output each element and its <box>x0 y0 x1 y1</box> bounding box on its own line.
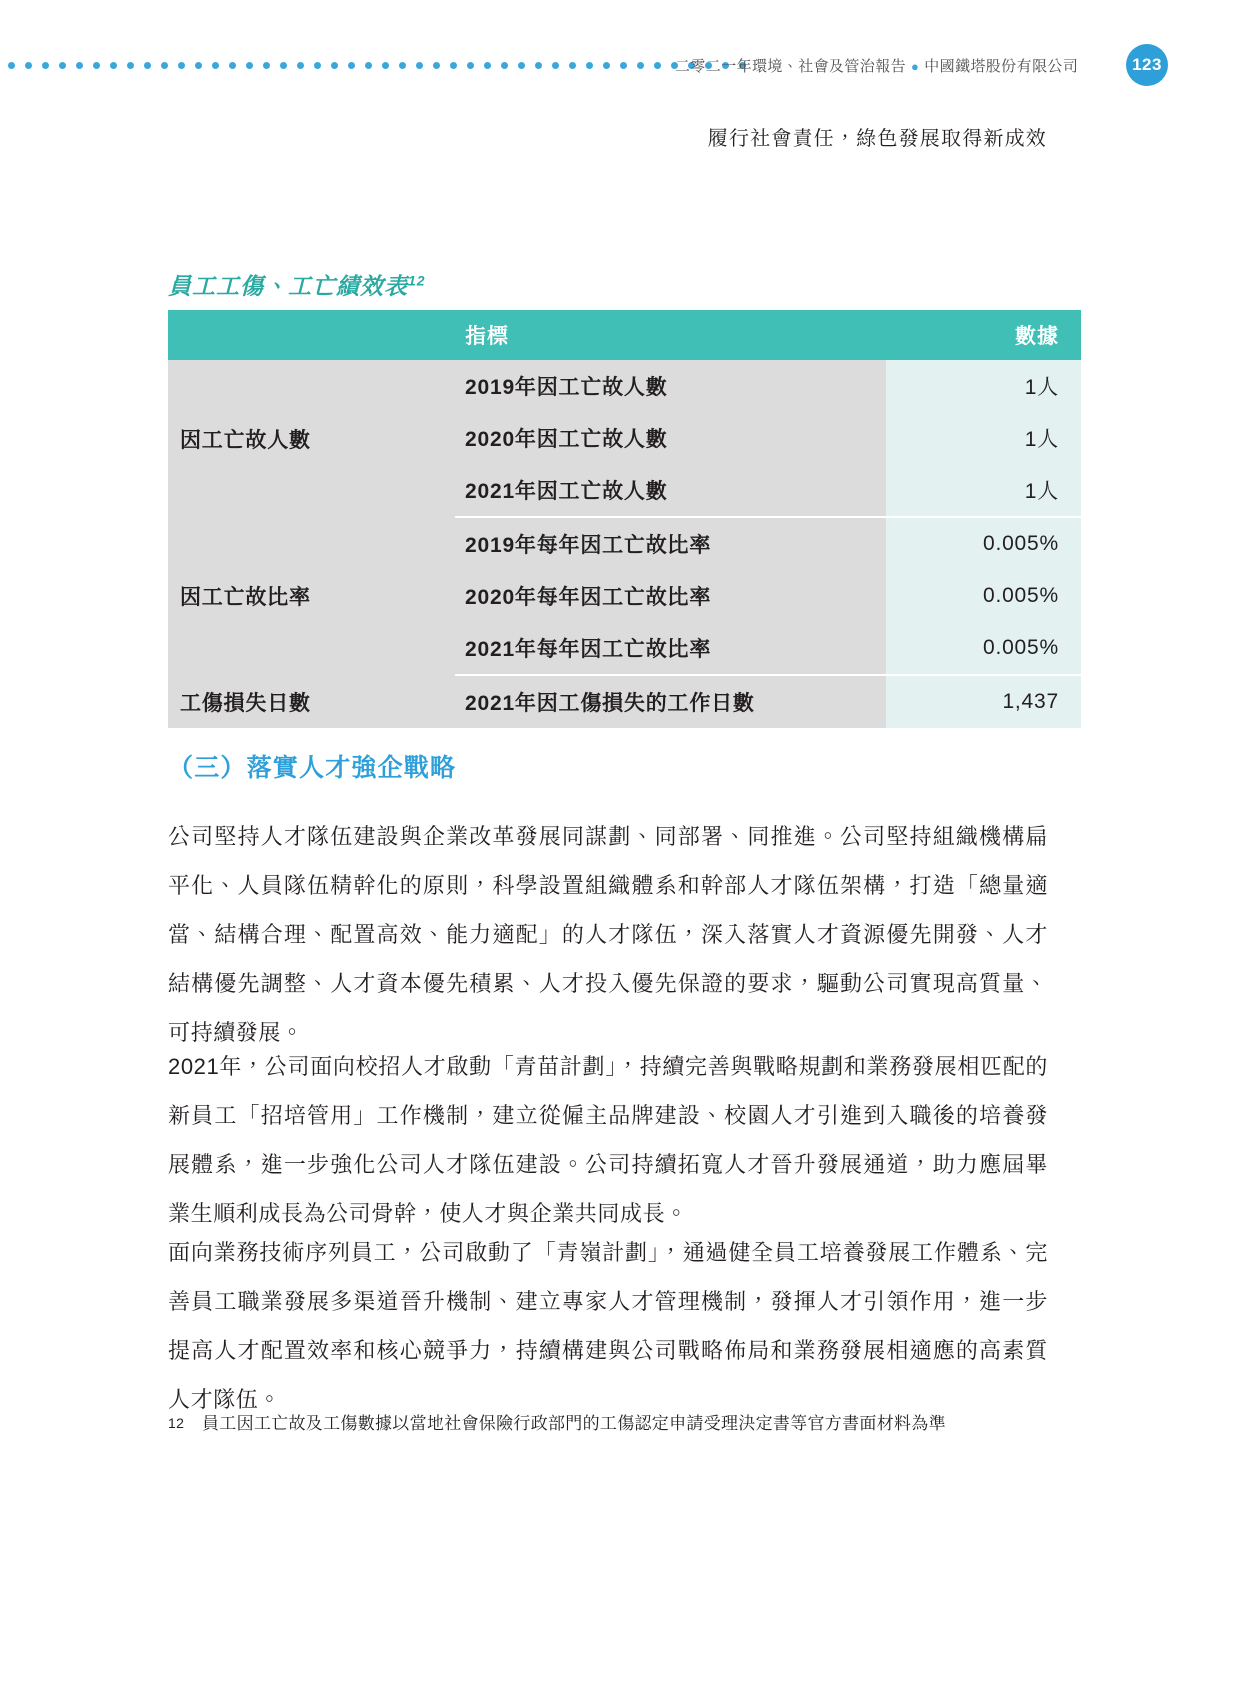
table-header-blank <box>168 310 455 360</box>
table-row <box>168 360 1081 412</box>
table-row <box>168 517 1081 570</box>
section-heading: （三）落實人才強企戰略 <box>168 754 457 782</box>
chapter-running-title: 履行社會責任，綠色發展取得新成效 <box>707 128 1047 150</box>
dotted-rule-decoration <box>8 56 653 74</box>
footnote-number: 12 <box>168 1415 185 1431</box>
table-caption <box>168 268 426 301</box>
row-metric-label: 2021年因工亡故人數 <box>455 464 886 517</box>
footnote <box>168 1408 1048 1439</box>
row-value: 1,437 <box>886 675 1081 728</box>
table-header-value: 數據 <box>886 310 1081 360</box>
row-value: 1人 <box>886 360 1081 412</box>
page-header <box>0 44 1240 86</box>
table-caption-text: 員工工傷、工亡績效表 <box>168 273 408 299</box>
row-metric-label: 2021年每年因工亡故比率 <box>455 622 886 675</box>
row-value: 1人 <box>886 464 1081 517</box>
row-group-label: 因工亡故人數 <box>168 360 455 517</box>
footnote-text: 員工因工亡故及工傷數據以當地社會保險行政部門的工傷認定申請受理決定書等官方書面材料為準 <box>202 1414 946 1433</box>
header-running-text <box>675 55 1078 76</box>
row-metric-label: 2019年因工亡故人數 <box>455 360 886 412</box>
page-number-badge: 123 <box>1126 44 1168 86</box>
row-value: 1人 <box>886 412 1081 464</box>
header-company-name: 中國鐵塔股份有限公司 <box>924 57 1079 75</box>
injury-fatality-performance-table <box>168 310 1081 728</box>
row-group-label: 因工亡故比率 <box>168 517 455 675</box>
row-metric-label: 2020年每年因工亡故比率 <box>455 570 886 622</box>
header-separator-dot: ● <box>911 58 920 74</box>
row-value: 0.005% <box>886 517 1081 570</box>
body-paragraph: 面向業務技術序列員工，公司啟動了「青嶺計劃」，通過健全員工培養發展工作體系、完善員工職業發展多渠道晉升機制、建立專家人才管理機制，發揮人才引領作用，進一步提高人才配置效率和核心競爭力，持續構建與公司戰略佈局和業務發展相適應的高素質人才隊伍。 <box>168 1240 1048 1412</box>
table-header-row <box>168 310 1081 360</box>
row-value: 0.005% <box>886 570 1081 622</box>
body-paragraph: 公司堅持人才隊伍建設與企業改革發展同謀劃、同部署、同推進。公司堅持組織機構扁平化、人員隊伍精幹化的原則，科學設置組織體系和幹部人才隊伍架構，打造「總量適當、結構合理、配置高效、能力適配」的人才隊伍，深入落實人才資源優先開發、人才結構優先調整、人才資本優先積累、人才投入優先保證的要求，驅動公司實現高質量、可持續發展。 <box>168 824 1048 1045</box>
row-value: 0.005% <box>886 622 1081 675</box>
body-paragraph: 2021年，公司面向校招人才啟動「青苗計劃」，持續完善與戰略規劃和業務發展相匹配的新員工「招培管用」工作機制，建立從僱主品牌建設、校園人才引進到入職後的培養發展體系，進一步強化公司人才隊伍建設。公司持續拓寬人才晉升發展通道，助力應屆畢業生順利成長為公司骨幹，使人才與企業共同成長。 <box>168 1054 1048 1226</box>
row-metric-label: 2019年每年因工亡故比率 <box>455 517 886 570</box>
table-header-metric: 指標 <box>455 310 886 360</box>
row-metric-label: 2020年因工亡故人數 <box>455 412 886 464</box>
table-row <box>168 675 1081 728</box>
header-report-title: 二零二一年環境、社會及管治報告 <box>675 57 907 75</box>
row-metric-label: 2021年因工傷損失的工作日數 <box>455 675 886 728</box>
table-caption-footnote-mark: 12 <box>408 272 426 289</box>
row-group-label: 工傷損失日數 <box>168 675 455 728</box>
